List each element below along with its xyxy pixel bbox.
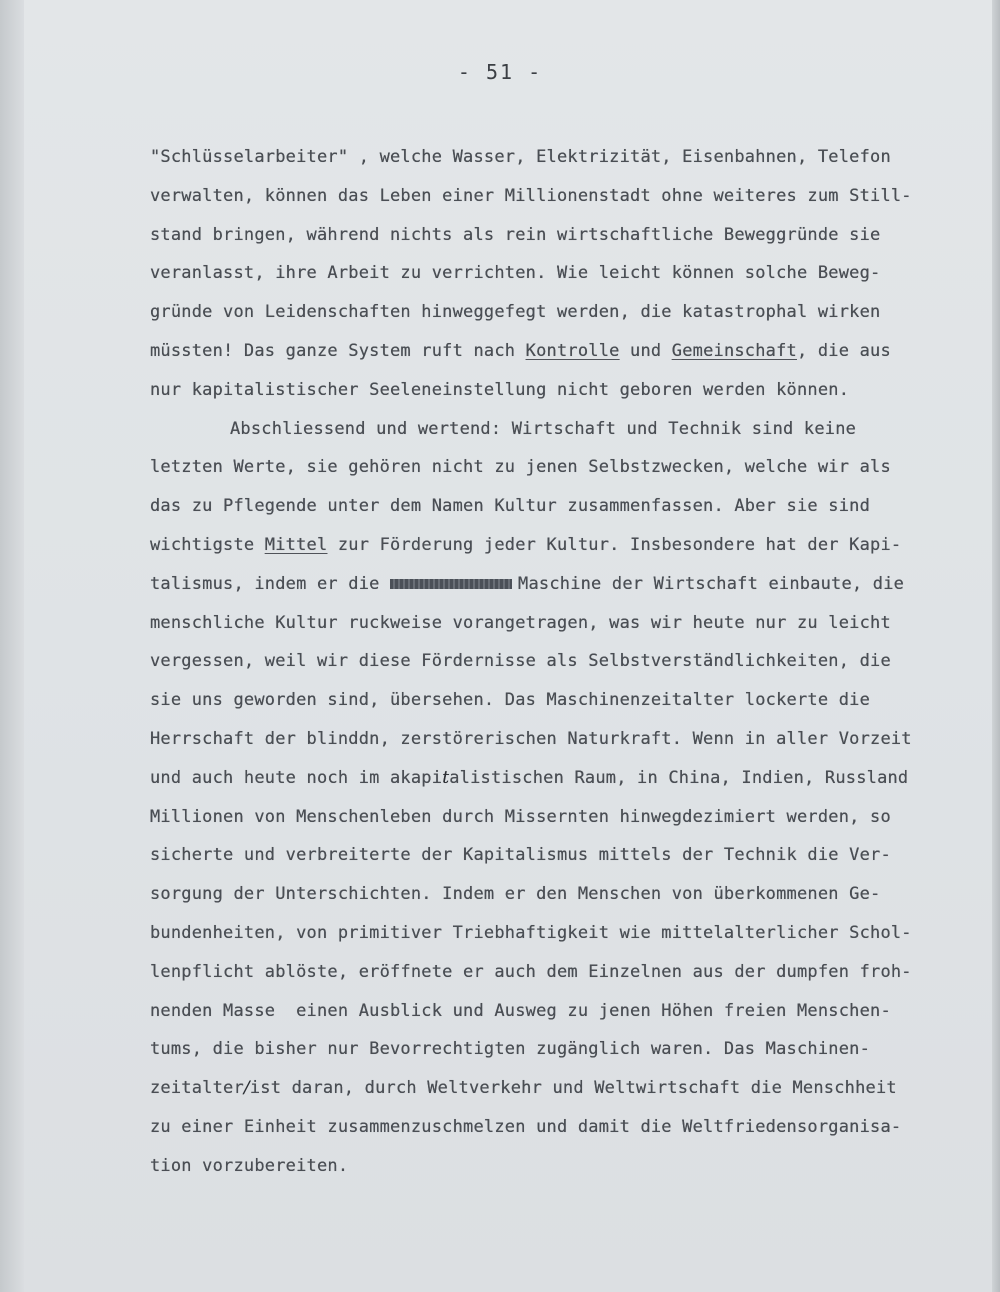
underlined-word-gemeinschaft: Gemeinschaft bbox=[671, 340, 797, 361]
underlined-word-mittel: Mittel bbox=[264, 534, 328, 555]
text-fragment: ist daran, durch Weltverkehr und Weltwirtschaft die Menschheit bbox=[249, 1078, 897, 1099]
struck-out-word bbox=[390, 579, 512, 589]
text-line: sorgung der Unterschichten. Indem er den Menschen von überkommenen Ge- bbox=[150, 884, 881, 905]
text-line: menschliche Kultur ruckweise vorangetragen, was wir heute nur zu leicht bbox=[150, 612, 891, 633]
text-fragment: müssten! Das ganze System ruft nach bbox=[150, 340, 526, 361]
text-line: stand bringen, während nichts als rein wirtschaftliche Beweggründe sie bbox=[150, 224, 881, 245]
text-line: zu einer Einheit zusammenzuschmelzen und damit die Weltfriedensorganisa- bbox=[150, 1116, 902, 1137]
text-fragment: alistischen Raum, in China, Indien, Russland bbox=[449, 767, 909, 788]
text-fragment: und auch heute noch im akapi bbox=[150, 767, 443, 788]
text-line: Herrschaft der blinddn, zerstörerischen Naturkraft. Wenn in aller Vorzeit bbox=[150, 728, 912, 749]
text-fragment: talismus, indem er die bbox=[150, 573, 391, 594]
paragraph-indent-line: Abschliessend und wertend: Wirtschaft und Technik sind keine bbox=[230, 418, 857, 439]
page-number: - 51 - bbox=[457, 60, 543, 84]
text-line: vergessen, weil wir diese Fördernisse als Selbstverständlichkeiten, die bbox=[150, 651, 891, 672]
text-line: nur kapitalistischer Seeleneinstellung nicht geboren werden können. bbox=[150, 379, 850, 400]
page-binding-shadow bbox=[0, 0, 24, 1292]
text-fragment: zur Förderung jeder Kultur. Insbesondere hat der Kapi- bbox=[327, 534, 902, 555]
text-line: bundenheiten, von primitiver Triebhaftigkeit wie mittelalterlicher Schol- bbox=[150, 922, 912, 943]
underlined-word-kontrolle: Kontrolle bbox=[525, 340, 620, 361]
text-line: lenpflicht ablöste, eröffnete er auch dem Einzelnen aus der dumpfen froh- bbox=[150, 961, 912, 982]
text-line: nenden Masse einen Ausblick und Ausweg zu jenen Höhen freien Menschen- bbox=[150, 1000, 891, 1021]
text-fragment: zeitalter bbox=[150, 1078, 244, 1099]
text-fragment: wichtigste bbox=[150, 534, 265, 555]
text-fragment: und bbox=[619, 340, 672, 361]
text-line: gründe von Leidenschaften hinweggefegt werden, die katastrophal wirken bbox=[150, 302, 881, 323]
text-line: tion vorzubereiten. bbox=[150, 1155, 349, 1176]
text-line: sie uns geworden sind, übersehen. Das Maschinenzeitalter lockerte die bbox=[150, 690, 871, 711]
text-line: sicherte und verbreiterte der Kapitalismus mittels der Technik die Ver- bbox=[150, 845, 891, 866]
text-line bbox=[150, 526, 970, 565]
text-fragment: , die aus bbox=[796, 340, 891, 361]
text-line: veranlasst, ihre Arbeit zu verrichten. Wie leicht können solche Beweg- bbox=[150, 263, 881, 284]
text-fragment: Maschine der Wirtschaft einbaute, die bbox=[518, 573, 905, 594]
text-line: "Schlüsselarbeiter" , welche Wasser, Elektrizität, Eisenbahnen, Telefon bbox=[150, 147, 891, 167]
typewritten-text bbox=[150, 138, 970, 1186]
text-line: tums, die bisher nur Bevorrechtigten zugänglich waren. Das Maschinen- bbox=[150, 1039, 871, 1060]
handwritten-mark: / bbox=[243, 1078, 250, 1099]
text-line: Millionen von Menschenleben durch Missernten hinwegdezimiert werden, so bbox=[150, 806, 891, 827]
text-line: das zu Pflegende unter dem Namen Kultur zusammenfassen. Aber sie sind bbox=[150, 496, 871, 517]
text-line: letzten Werte, sie gehören nicht zu jenen Selbstzwecken, welche wir als bbox=[150, 457, 891, 478]
handwritten-correction: t bbox=[442, 767, 450, 788]
text-line: verwalten, können das Leben einer Millionenstadt ohne weiteres zum Still- bbox=[150, 185, 912, 206]
page-edge bbox=[992, 0, 1000, 1292]
text-line bbox=[150, 759, 970, 798]
text-line bbox=[150, 1069, 970, 1108]
text-line bbox=[150, 565, 970, 604]
text-line bbox=[150, 332, 970, 371]
